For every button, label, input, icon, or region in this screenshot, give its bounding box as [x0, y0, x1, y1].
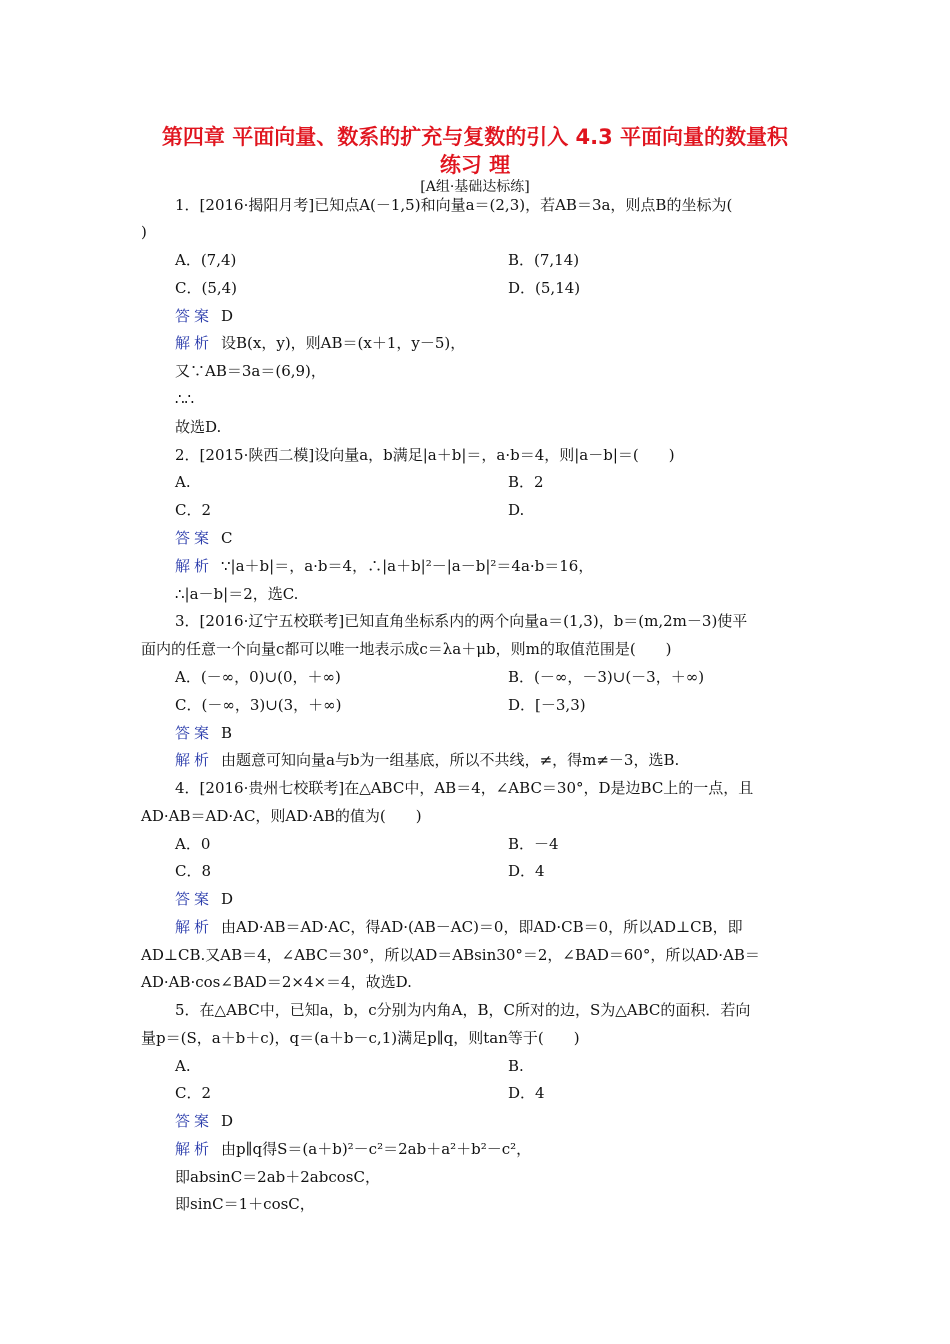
q5-solution-text1: 由p∥q得S＝(a＋b)²－c²＝2ab＋a²＋b²－c²，	[221, 1140, 532, 1158]
q4-option-a: A．0	[175, 835, 211, 853]
q3-option-d: D．[－3,3)	[508, 696, 586, 714]
q2-option-d: D.	[508, 501, 525, 519]
q1-option-a: A．(7,4)	[175, 251, 237, 269]
q4-stem-line2: AD·AB＝AD·AC，则AD·AB的值为( )	[141, 807, 422, 825]
q5-option-d: D．4	[508, 1084, 545, 1102]
analysis-label: 解析	[175, 557, 214, 575]
page-title-line2: 练习 理	[439, 153, 511, 177]
q1-solution-line3: ∴∴	[175, 390, 195, 408]
q1-stem-line2: )	[141, 223, 147, 241]
answer-label: 答案	[175, 890, 214, 908]
q5-solution-line3: 即sinC＝1＋cosC，	[175, 1195, 315, 1213]
q2-answer	[175, 528, 233, 548]
q3-stem-line2: 面内的任意一个向量c都可以唯一地表示成c＝λa＋μb，则m的取值范围是( )	[141, 640, 672, 658]
q3-option-b: B．(－∞，－3)∪(－3，＋∞)	[508, 668, 705, 686]
q5-answer-value: D	[221, 1112, 234, 1130]
q4-option-c: C．8	[175, 862, 212, 880]
q5-answer	[175, 1111, 233, 1131]
q5-option-c: C．2	[175, 1084, 212, 1102]
q2-solution-line1	[175, 556, 593, 576]
q4-solution-line2: AD⊥CB.又AB＝4，∠ABC＝30°，所以AD＝ABsin30°＝2，∠BAD＝60°，所以AD·AB＝	[141, 946, 760, 964]
q3-solution-text1: 由题意可知向量a与b为一组基底，所以不共线，≠，得m≠－3，选B.	[221, 751, 680, 769]
q1-option-b: B．(7,14)	[508, 251, 580, 269]
q4-solution-line1	[175, 917, 743, 937]
analysis-label: 解析	[175, 334, 214, 352]
q4-solution-line3: AD·AB·cos∠BAD＝2×4×＝4，故选D.	[141, 973, 412, 991]
q2-option-c: C．2	[175, 501, 212, 519]
q3-solution-line1	[175, 750, 679, 770]
q3-answer-value: B	[221, 724, 233, 742]
q1-solution-line2: 又∵AB＝3a＝(6,9)，	[175, 362, 326, 380]
q4-answer-value: D	[221, 890, 234, 908]
q2-stem-line1: 2．[2015·陕西二模]设向量a，b满足|a＋b|＝，a·b＝4，则|a－b|＝( )	[175, 446, 675, 464]
q4-option-b: B．－4	[508, 835, 559, 853]
q1-stem-line1: 1．[2016·揭阳月考]已知点A(－1,5)和向量a＝(2,3)，若AB＝3a，则点B的坐标为(	[175, 196, 733, 214]
q1-solution-line4: 故选D.	[175, 418, 222, 436]
q3-answer	[175, 723, 232, 743]
q4-answer	[175, 889, 233, 909]
q4-solution-text1: 由AD·AB＝AD·AC，得AD·(AB－AC)＝0，即AD·CB＝0，所以AD⊥CB，即	[221, 918, 743, 936]
answer-label: 答案	[175, 1112, 214, 1130]
q1-solution-line1	[175, 333, 465, 353]
answer-label: 答案	[175, 529, 214, 547]
analysis-label: 解析	[175, 1140, 214, 1158]
analysis-label: 解析	[175, 751, 214, 769]
q5-stem-line1: 5．在△ABC中，已知a，b，c分别为内角A，B，C所对的边，S为△ABC的面积．若向	[175, 1001, 751, 1019]
q2-solution-text1: ∵|a＋b|＝，a·b＝4，∴|a＋b|²－|a－b|²＝4a·b＝16，	[221, 557, 594, 575]
q5-option-b: B.	[508, 1057, 524, 1075]
q5-option-a: A.	[175, 1057, 191, 1075]
q1-answer	[175, 306, 233, 326]
q4-stem-line1: 4．[2016·贵州七校联考]在△ABC中，AB＝4，∠ABC＝30°，D是边BC上的一点，且	[175, 779, 754, 797]
page-title-line1: 第四章 平面向量、数系的扩充与复数的引入 4.3 平面向量的数量积	[161, 125, 789, 149]
q3-option-a: A．(－∞，0)∪(0，＋∞)	[175, 668, 341, 686]
q1-solution-text1: 设B(x，y)，则AB＝(x＋1，y－5)，	[221, 334, 466, 352]
q1-option-d: D．(5,14)	[508, 279, 581, 297]
q5-stem-line2: 量p＝(S，a＋b＋c)，q＝(a＋b－c,1)满足p∥q，则tan等于( )	[141, 1029, 580, 1047]
q5-solution-line1	[175, 1139, 531, 1159]
answer-label: 答案	[175, 724, 214, 742]
q2-solution-line2: ∴|a－b|＝2，选C.	[175, 585, 299, 603]
q3-stem-line1: 3．[2016·辽宁五校联考]已知直角坐标系内的两个向量a＝(1,3)，b＝(m,2m－3)使平	[175, 612, 748, 630]
q2-option-a: A.	[175, 473, 191, 491]
q1-option-c: C．(5,4)	[175, 279, 238, 297]
section-heading: [A组·基础达标练]	[420, 179, 530, 195]
q1-answer-value: D	[221, 307, 234, 325]
analysis-label: 解析	[175, 918, 214, 936]
q4-option-d: D．4	[508, 862, 545, 880]
q2-option-b: B．2	[508, 473, 544, 491]
q2-answer-value: C	[221, 529, 233, 547]
q5-solution-line2: 即absinC＝2ab＋2abcosC，	[175, 1168, 380, 1186]
q3-option-c: C．(－∞，3)∪(3，＋∞)	[175, 696, 342, 714]
answer-label: 答案	[175, 307, 214, 325]
